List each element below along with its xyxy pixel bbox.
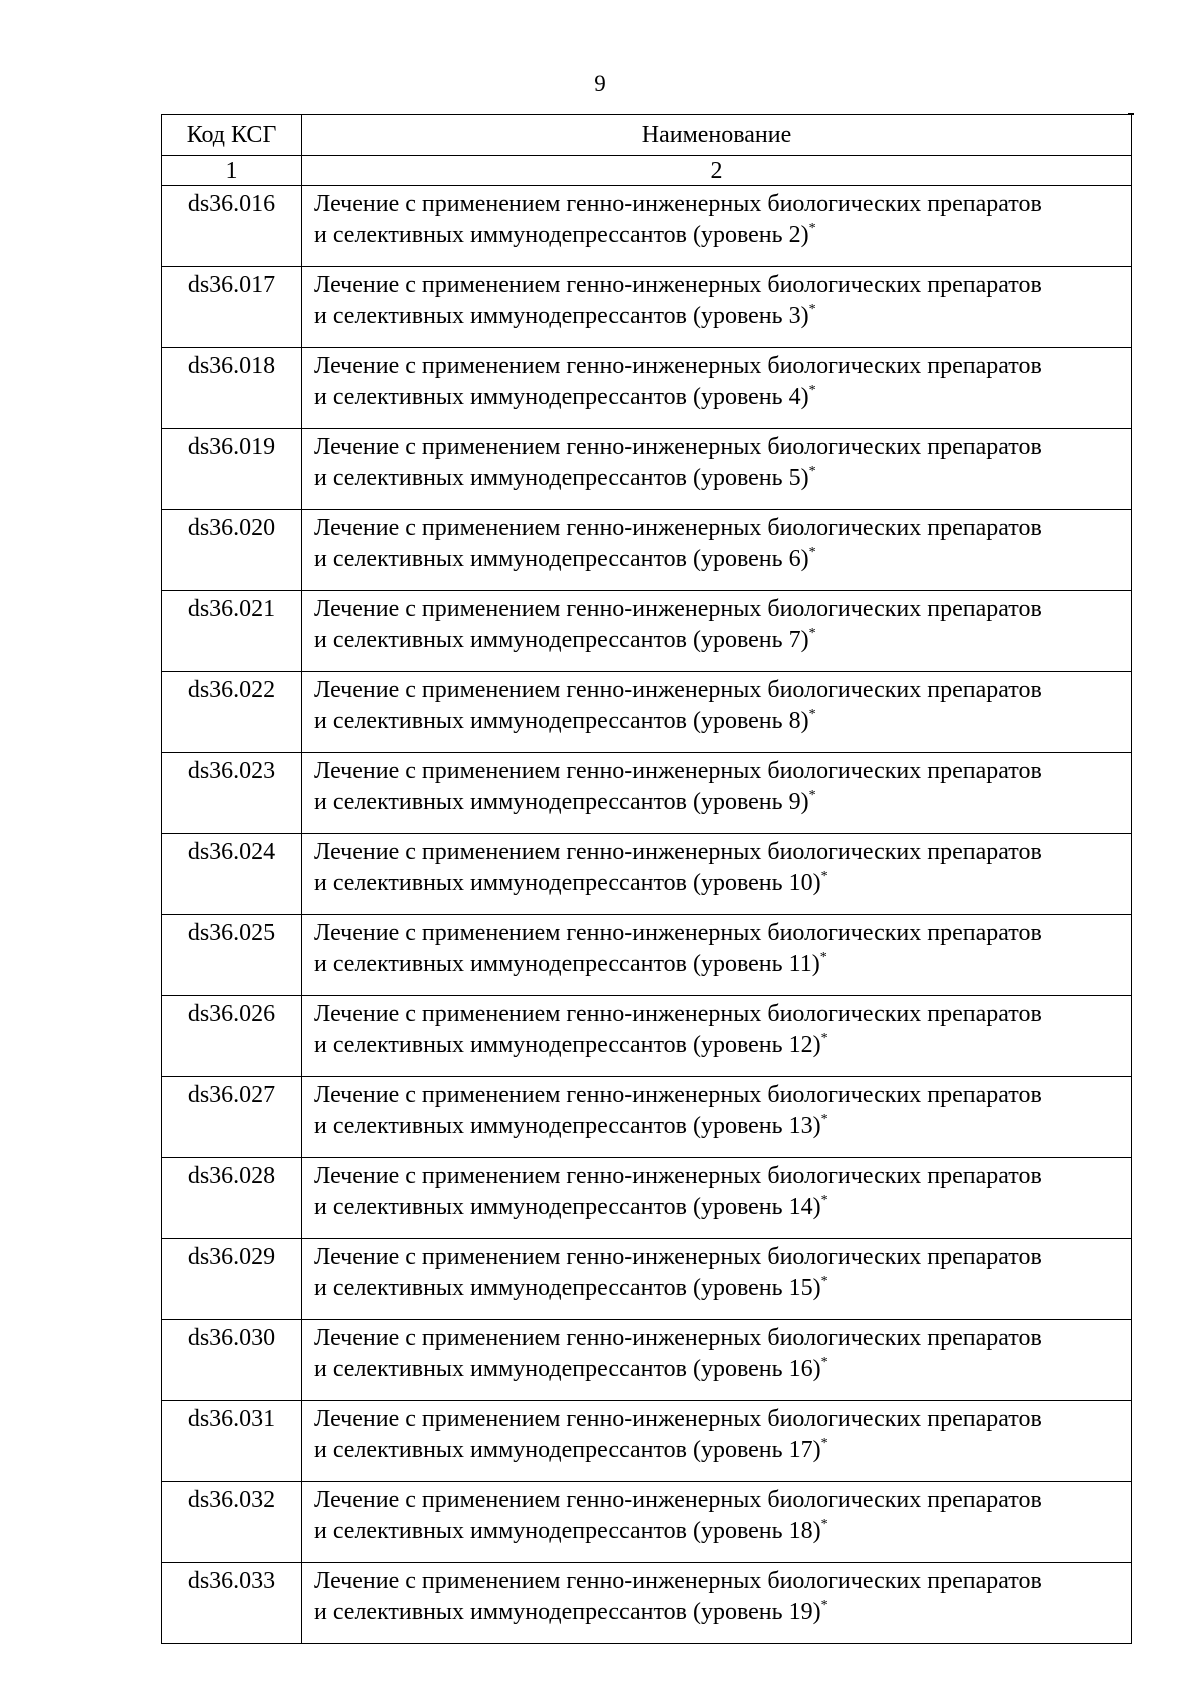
table-row <box>162 429 1132 510</box>
header-row <box>162 115 1132 156</box>
ksg-name-line-1: Лечение с применением генно-инженерных биологических препаратов <box>314 677 1042 703</box>
footnote-mark: * <box>808 221 816 236</box>
ksg-name-line-1: Лечение с применением генно-инженерных биологических препаратов <box>314 515 1042 541</box>
ksg-name <box>302 915 1132 996</box>
ksg-name-line-2: и селективных иммунодепрессантов (уровень 10) <box>314 870 821 896</box>
column-number-1: 1 <box>162 156 302 186</box>
ksg-name-line-2: и селективных иммунодепрессантов (уровень 2) <box>314 222 809 248</box>
ksg-code: ds36.024 <box>162 834 302 915</box>
ksg-name <box>302 834 1132 915</box>
ksg-name-line-2: и селективных иммунодепрессантов (уровень 16) <box>314 1356 821 1382</box>
ksg-name-line-2: и селективных иммунодепрессантов (уровень 17) <box>314 1437 821 1463</box>
ksg-name <box>302 348 1132 429</box>
table-row <box>162 1077 1132 1158</box>
footnote-mark: * <box>820 1436 828 1451</box>
ksg-name-line-2: и селективных иммунодепрессантов (уровень 13) <box>314 1113 821 1139</box>
ksg-name-line-1: Лечение с применением генно-инженерных биологических препаратов <box>314 920 1042 946</box>
ksg-name <box>302 267 1132 348</box>
ksg-name <box>302 1239 1132 1320</box>
ksg-name <box>302 1320 1132 1401</box>
ksg-name <box>302 1563 1132 1644</box>
footnote-mark: * <box>820 1598 828 1613</box>
ksg-name-line-1: Лечение с применением генно-инженерных биологических препаратов <box>314 1163 1042 1189</box>
header-name: Наименование <box>302 115 1132 156</box>
table-row <box>162 186 1132 267</box>
footnote-mark: * <box>820 1355 828 1370</box>
table-row <box>162 672 1132 753</box>
ksg-name-line-1: Лечение с применением генно-инженерных биологических препаратов <box>314 1487 1042 1513</box>
ksg-name-line-1: Лечение с применением генно-инженерных биологических препаратов <box>314 596 1042 622</box>
ksg-code: ds36.023 <box>162 753 302 834</box>
ksg-name <box>302 672 1132 753</box>
ksg-code: ds36.029 <box>162 1239 302 1320</box>
table-row <box>162 1320 1132 1401</box>
ksg-name-line-2: и селективных иммунодепрессантов (уровень 7) <box>314 627 809 653</box>
ksg-name-line-1: Лечение с применением генно-инженерных биологических препаратов <box>314 191 1042 217</box>
table-row <box>162 1239 1132 1320</box>
table-row <box>162 996 1132 1077</box>
column-number-row <box>162 156 1132 186</box>
ksg-name <box>302 186 1132 267</box>
table-row <box>162 1563 1132 1644</box>
ksg-name-line-2: и селективных иммунодепрессантов (уровень 5) <box>314 465 809 491</box>
ksg-name-line-2: и селективных иммунодепрессантов (уровень 12) <box>314 1032 821 1058</box>
table-row <box>162 348 1132 429</box>
ksg-name <box>302 1482 1132 1563</box>
table-row <box>162 1158 1132 1239</box>
ksg-name-line-2: и селективных иммунодепрессантов (уровень 19) <box>314 1599 821 1625</box>
ksg-name-line-2: и селективных иммунодепрессантов (уровень 18) <box>314 1518 821 1544</box>
ksg-name <box>302 429 1132 510</box>
ksg-code: ds36.027 <box>162 1077 302 1158</box>
footnote-mark: * <box>820 1031 828 1046</box>
ksg-name-line-1: Лечение с применением генно-инженерных биологических препаратов <box>314 839 1042 865</box>
page-number: 9 <box>594 71 606 96</box>
ksg-name-line-2: и селективных иммунодепрессантов (уровень 9) <box>314 789 809 815</box>
table-row <box>162 510 1132 591</box>
ksg-name-line-1: Лечение с применением генно-инженерных биологических препаратов <box>314 1082 1042 1108</box>
ksg-name-line-1: Лечение с применением генно-инженерных биологических препаратов <box>314 353 1042 379</box>
footnote-mark: * <box>808 302 816 317</box>
ksg-code: ds36.017 <box>162 267 302 348</box>
column-number-2: 2 <box>302 156 1132 186</box>
footnote-mark: * <box>820 869 828 884</box>
ksg-name-line-2: и селективных иммунодепрессантов (уровень 11) <box>314 951 820 977</box>
footnote-mark: * <box>820 1112 828 1127</box>
ksg-name <box>302 1077 1132 1158</box>
table-row <box>162 1401 1132 1482</box>
footnote-mark: * <box>808 707 816 722</box>
ksg-code: ds36.016 <box>162 186 302 267</box>
ksg-code: ds36.032 <box>162 1482 302 1563</box>
footnote-mark: * <box>808 788 816 803</box>
ksg-name-line-2: и селективных иммунодепрессантов (уровень 4) <box>314 384 809 410</box>
ksg-table-body <box>162 115 1132 1644</box>
ksg-name-line-1: Лечение с применением генно-инженерных биологических препаратов <box>314 1325 1042 1351</box>
table-row <box>162 834 1132 915</box>
footnote-mark: * <box>808 383 816 398</box>
header-code: Код КСГ <box>162 115 302 156</box>
ksg-name-line-1: Лечение с применением генно-инженерных биологических препаратов <box>314 1244 1042 1270</box>
ksg-name <box>302 996 1132 1077</box>
ksg-code: ds36.019 <box>162 429 302 510</box>
ksg-name-line-1: Лечение с применением генно-инженерных биологических препаратов <box>314 758 1042 784</box>
footnote-mark: * <box>820 1517 828 1532</box>
table-row <box>162 753 1132 834</box>
ksg-name <box>302 510 1132 591</box>
table-row <box>162 591 1132 672</box>
ksg-code: ds36.030 <box>162 1320 302 1401</box>
ksg-table <box>161 114 1132 1644</box>
ksg-name-line-1: Лечение с применением генно-инженерных биологических препаратов <box>314 1001 1042 1027</box>
ksg-code: ds36.021 <box>162 591 302 672</box>
ksg-code: ds36.028 <box>162 1158 302 1239</box>
ksg-name <box>302 1401 1132 1482</box>
ksg-name-line-1: Лечение с применением генно-инженерных биологических препаратов <box>314 1406 1042 1432</box>
footnote-mark: * <box>808 464 816 479</box>
ksg-name-line-2: и селективных иммунодепрессантов (уровень 14) <box>314 1194 821 1220</box>
ksg-code: ds36.020 <box>162 510 302 591</box>
ksg-code: ds36.018 <box>162 348 302 429</box>
table-row <box>162 267 1132 348</box>
table-row <box>162 915 1132 996</box>
ksg-code: ds36.026 <box>162 996 302 1077</box>
ksg-name-line-1: Лечение с применением генно-инженерных биологических препаратов <box>314 272 1042 298</box>
footnote-mark: * <box>808 545 816 560</box>
table-row <box>162 1482 1132 1563</box>
ksg-name-line-1: Лечение с применением генно-инженерных биологических препаратов <box>314 1568 1042 1594</box>
ksg-name-line-2: и селективных иммунодепрессантов (уровень 15) <box>314 1275 821 1301</box>
ksg-code: ds36.033 <box>162 1563 302 1644</box>
ksg-name-line-2: и селективных иммунодепрессантов (уровень 6) <box>314 546 809 572</box>
footnote-mark: * <box>820 1274 828 1289</box>
ksg-name-line-2: и селективных иммунодепрессантов (уровень 3) <box>314 303 809 329</box>
ksg-name <box>302 591 1132 672</box>
ksg-code: ds36.022 <box>162 672 302 753</box>
ksg-name-line-2: и селективных иммунодепрессантов (уровень 8) <box>314 708 809 734</box>
footnote-mark: * <box>820 1193 828 1208</box>
ksg-name-line-1: Лечение с применением генно-инженерных биологических препаратов <box>314 434 1042 460</box>
ksg-name <box>302 753 1132 834</box>
footnote-mark: * <box>808 626 816 641</box>
ksg-code: ds36.025 <box>162 915 302 996</box>
ksg-name <box>302 1158 1132 1239</box>
ksg-code: ds36.031 <box>162 1401 302 1482</box>
footnote-mark: * <box>819 950 827 965</box>
